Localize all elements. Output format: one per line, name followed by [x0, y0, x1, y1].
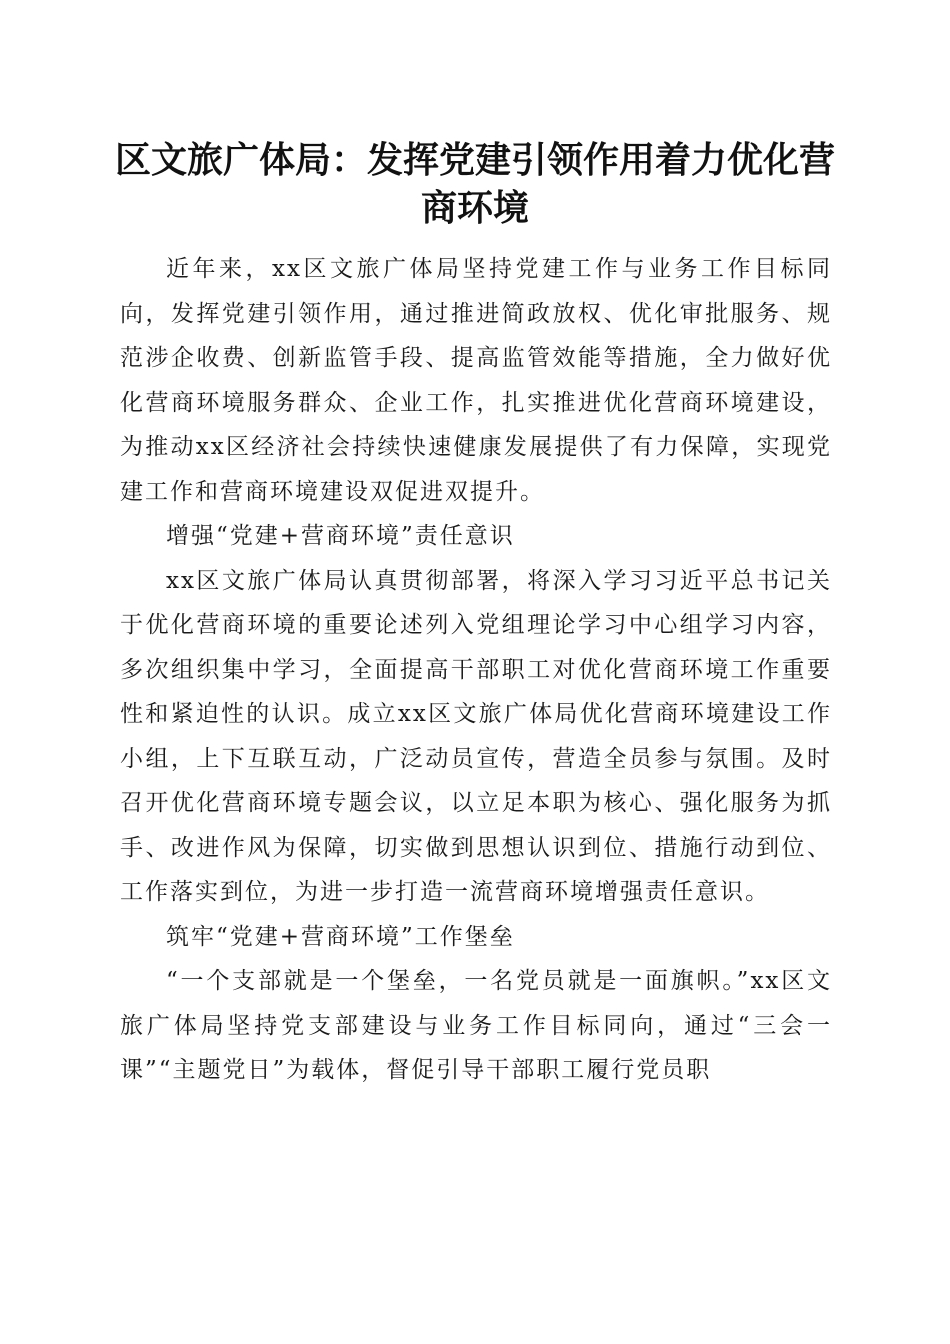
document-body — [120, 247, 832, 1093]
document-title: 区文旅广体局：发挥党建引领作用着力优化营商环境 — [114, 139, 835, 229]
paragraph-intro: 近年来，xx区文旅广体局坚持党建工作与业务工作目标同向，发挥党建引领作用，通过推进简政放权、优化审批服务、规范涉企收费、创新监管手段、提高监管效能等措施，全力做好优化营商环境服务群众、企业工作，扎实推进优化营商环境建设，为推动xx区经济社会持续快速健康发展提供了有力保障，实现党建工作和营商环境建设双促进双提升。 — [120, 256, 832, 505]
section-heading-fortress: 筑牢“党建+营商环境”工作堡垒 — [166, 923, 515, 950]
paragraph-fortress: “一个支部就是一个堡垒，一名党员就是一面旗帜。”xx区文旅广体局坚持党支部建设与业务工作目标同向，通过“三会一课”“主题党日”为载体，督促引导干部职工履行党员职 — [120, 968, 832, 1083]
paragraph-responsibility: xx区文旅广体局认真贯彻部署，将深入学习习近平总书记关于优化营商环境的重要论述列入党组理论学习中心组学习内容，多次组织集中学习，全面提高干部职工对优化营商环境工作重要性和紧迫性的认识。成立xx区文旅广体局优化营商环境建设工作小组，上下互联互动，广泛动员宣传，营造全员参与氛围。及时召开优化营商环境专题会议，以立足本职为核心、强化服务为抓手、改进作风为保障，切实做到思想认识到位、措施行动到位、工作落实到位，为进一步打造一流营商环境增强责任意识。 — [120, 567, 832, 905]
section-heading-responsibility: 增强“党建+营商环境”责任意识 — [166, 523, 515, 549]
